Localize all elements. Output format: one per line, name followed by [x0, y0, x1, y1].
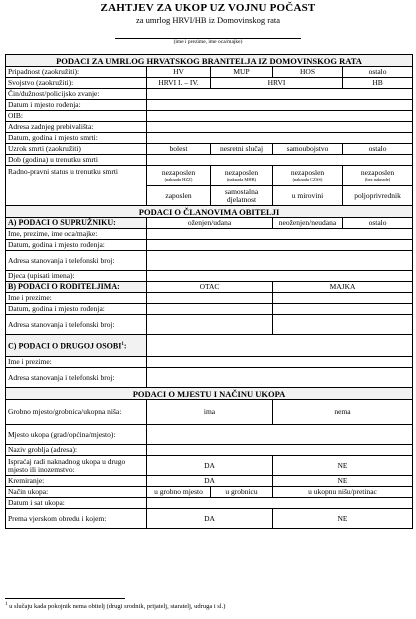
footnote-mark: 1 — [5, 602, 8, 607]
father-name-field[interactable] — [147, 293, 273, 304]
status-option-poljoprivrednik[interactable]: poljoprivrednik — [343, 186, 413, 206]
footnote-divider — [5, 598, 125, 599]
other-address-field[interactable] — [147, 368, 413, 388]
status-option-zaposlen[interactable]: zaposlen — [147, 186, 211, 206]
children-field[interactable] — [147, 271, 413, 282]
status-option-hzz[interactable]: nezaposlen (naknada HZZ) — [147, 166, 211, 186]
spouse-address-field[interactable] — [147, 251, 413, 271]
other-person-section-label: C) PODACI O DRUGOJ OSOBI$^1$: — [6, 335, 147, 357]
age-label: Dob (godina) u trenutku smrti — [6, 155, 147, 166]
cremation-option-ne[interactable]: NE — [273, 476, 413, 487]
spouse-name-field[interactable] — [147, 229, 413, 240]
cause-option-bolest[interactable]: bolest — [147, 144, 211, 155]
svojstvo-label: Svojstvo (zaokružiti): — [6, 78, 147, 89]
cemetery-field[interactable] — [147, 445, 413, 456]
parent-birth-label: Datum, godina i mjesto rođenja: — [6, 304, 147, 315]
spouse-option-neozenjen[interactable]: neoženjen/neudana — [273, 218, 343, 229]
transfer-label: Ispraćaj radi naknadnog ukopa u drugo mjesto ili inozemstvo: — [6, 456, 147, 476]
religious-option-ne[interactable]: NE — [273, 509, 413, 529]
mother-birth-field[interactable] — [273, 304, 413, 315]
pripadnost-label: Pripadnost (zaokružiti): — [6, 67, 147, 78]
burial-method-label: Način ukopa: — [6, 487, 147, 498]
children-label: Djeca (upisati imena): — [6, 271, 147, 282]
address-field[interactable] — [147, 122, 413, 133]
cause-option-samoubojstvo[interactable]: samoubojstvo — [273, 144, 343, 155]
method-option-grobno-mjesto[interactable]: u grobno mjesto — [147, 487, 211, 498]
cemetery-label: Naziv groblja (adresa): — [6, 445, 147, 456]
mother-address-field[interactable] — [273, 315, 413, 335]
method-option-grobnica[interactable]: u grobnicu — [211, 487, 273, 498]
other-name-label: Ime i prezime: — [6, 357, 147, 368]
form-subtitle: za umrlog HRVI/HB iz Domovinskog rata — [135, 15, 281, 25]
religious-label: Prema vjerskom obredu i kojem: — [6, 509, 147, 529]
section-deceased-title: PODACI ZA UMRLOG HRVATSKOG BRANITELJA IZ DOMOVINSKOG RATA — [6, 55, 413, 67]
spouse-birth-field[interactable] — [147, 240, 413, 251]
svojstvo-option-hb[interactable]: HB — [343, 78, 413, 89]
parent-address-label: Adresa stanovanja i telefonski broj: — [6, 315, 147, 335]
oib-field[interactable] — [147, 111, 413, 122]
status-option-mhb[interactable]: nezaposlen (naknada MHB) — [211, 166, 273, 186]
father-header: OTAC — [147, 282, 273, 293]
status-option-czss[interactable]: nezaposlen (naknada CZSS) — [273, 166, 343, 186]
svojstvo-option-hrvi[interactable]: HRVI — [211, 78, 343, 89]
spouse-section-label: A) PODACI O SUPRUŽNIKU: — [6, 218, 147, 229]
birth-date-label: Datum i mjesto rođenja: — [6, 100, 147, 111]
spouse-name-label: Ime, prezime, ime oca/majke: — [6, 229, 147, 240]
spouse-birth-label: Datum, godina i mjesto rođenja: — [6, 240, 147, 251]
parent-name-label: Ime i prezime: — [6, 293, 147, 304]
spouse-option-ostalo[interactable]: ostalo — [343, 218, 413, 229]
method-option-nisa[interactable]: u ukopnu nišu/pretinac — [273, 487, 413, 498]
status-option-mirovina[interactable]: u mirovini — [273, 186, 343, 206]
burial-time-label: Datum i sat ukopa: — [6, 498, 147, 509]
cause-option-nesretni-slucaj[interactable]: nesretni slučaj — [211, 144, 273, 155]
address-label: Adresa zadnjeg prebivališta: — [6, 122, 147, 133]
other-person-field[interactable] — [147, 335, 413, 357]
cin-field[interactable] — [147, 89, 413, 100]
status-label: Radno-pravni status u trenutku smrti — [6, 166, 147, 206]
grave-option-nema[interactable]: nema — [273, 400, 413, 425]
section-family-title: PODACI O ČLANOVIMA OBITELJI — [6, 206, 413, 218]
transfer-option-da[interactable]: DA — [147, 456, 273, 476]
spouse-option-ozenjen[interactable]: oženjen/udana — [147, 218, 273, 229]
status-option-bez-naknade[interactable]: nezaposlen (bez naknade) — [343, 166, 413, 186]
death-date-label: Datum, godina i mjesto smrti: — [6, 133, 147, 144]
cin-label: Čin/dužnost/policijsko zvanje: — [6, 89, 147, 100]
other-name-field[interactable] — [147, 357, 413, 368]
cause-option-ostalo[interactable]: ostalo — [343, 144, 413, 155]
burial-time-field[interactable] — [147, 498, 413, 509]
father-birth-field[interactable] — [147, 304, 273, 315]
grave-option-ima[interactable]: ima — [147, 400, 273, 425]
mother-header: MAJKA — [273, 282, 413, 293]
section-burial-title: PODACI O MJESTU I NAČINU UKOPA — [6, 388, 413, 400]
svojstvo-option-hrvi-1-4[interactable]: HRVI I. – IV. — [147, 78, 211, 89]
spouse-address-label: Adresa stanovanja i telefonski broj: — [6, 251, 147, 271]
death-date-field[interactable] — [147, 133, 413, 144]
parents-section-label: B) PODACI O RODITELJIMA: — [6, 282, 147, 293]
pripadnost-option-hos[interactable]: HOS — [273, 67, 343, 78]
transfer-option-ne[interactable]: NE — [273, 456, 413, 476]
birth-date-field[interactable] — [147, 100, 413, 111]
status-option-samostalna[interactable]: samostalna djelatnost — [211, 186, 273, 206]
form-table — [5, 54, 413, 529]
pripadnost-option-ostalo[interactable]: ostalo — [343, 67, 413, 78]
burial-place-label: Mjesto ukopa (grad/općina/mjesto): — [6, 425, 147, 445]
cremation-label: Kremiranje: — [6, 476, 147, 487]
oib-label: OIB: — [6, 111, 147, 122]
name-caption: (ime i prezime, ime oca/majke) — [173, 39, 243, 45]
father-address-field[interactable] — [147, 315, 273, 335]
religious-option-da[interactable]: DA — [147, 509, 273, 529]
footnote — [5, 602, 225, 610]
footnote-marker: 1 — [121, 341, 124, 347]
burial-place-field[interactable] — [147, 425, 413, 445]
mother-name-field[interactable] — [273, 293, 413, 304]
footnote-text: u slučaju kada pokojnik nema obitelj (drugi srodnik, prijatelj, staratelj, udruga i sl.) — [9, 603, 226, 611]
form-title: ZAHTJEV ZA UKOP UZ VOJNU POČAST — [100, 2, 316, 14]
pripadnost-option-hv[interactable]: HV — [147, 67, 211, 78]
age-field[interactable] — [147, 155, 413, 166]
cause-label: Uzrok smrti (zaokružiti) — [6, 144, 147, 155]
cremation-option-da[interactable]: DA — [147, 476, 273, 487]
pripadnost-option-mup[interactable]: MUP — [211, 67, 273, 78]
other-address-label: Adresa stanovanja i telefonski broj: — [6, 368, 147, 388]
grave-label: Grobno mjesto/grobnica/ukopna niša: — [6, 400, 147, 425]
